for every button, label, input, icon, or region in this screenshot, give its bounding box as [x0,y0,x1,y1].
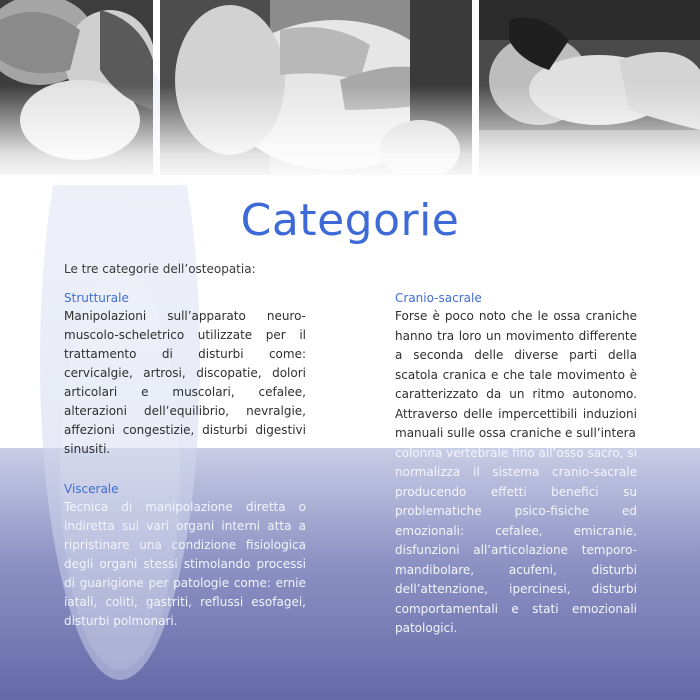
section-body-cranio-sacrale-top: Forse è poco noto che le ossa craniche hanno tra loro un movimento differente a seconda delle diverse parti della scatola cranica e che tale movimento è caratterizzato da un ritmo autonomo. Attraverso delle impercettibili induzioni manuali sulle ossa craniche e sull’intera [395,309,637,440]
photo-fade-overlay [0,85,700,185]
section-title-strutturale: Strutturale [64,291,129,305]
section-body-cranio-sacrale-bottom: colonna vertebrale fino all’osso sacro, si normalizza il sistema cranio-sacrale producendo effetti benefici su problematiche psico-fisiche ed emozionali: cefalee, emicranie, disfunzioni all’articolazione temporo-mandibolare, acufeni, disturbi dell’attenzione, ipercinesi, disturbi comportamentali e stati emozionali patologici. [395,445,637,635]
section-body-strutturale: Manipolazioni sull’apparato neuro-muscolo-scheletrico utilizzate per il trattamento di disturbi come: cervicalgie, artrosi, discopatie, dolori articolari e muscolari, cefalee, alterazioni dell’equilibrio, nevralgie, affezioni congestizie, disturbi digestivi sinusiti. [64,309,306,456]
section-body-viscerale: Tecnica di manipolazione diretta o indiretta sui vari organi interni atta a ripristinare una condizione fisiologica degli organi stessi stimolando processi di guarigione per patologie come: ernie iatali, coliti, gastriti, reflussi esofagei, disturbi polmonari. [64,500,306,628]
section-title-cranio-sacrale: Cranio-sacrale [395,291,482,305]
intro-text: Le tre categorie dell’osteopatia: [64,262,256,276]
right-column [395,290,637,639]
page-title: Categorie [240,195,460,246]
left-column [64,290,306,631]
section-title-viscerale: Viscerale [64,482,119,496]
